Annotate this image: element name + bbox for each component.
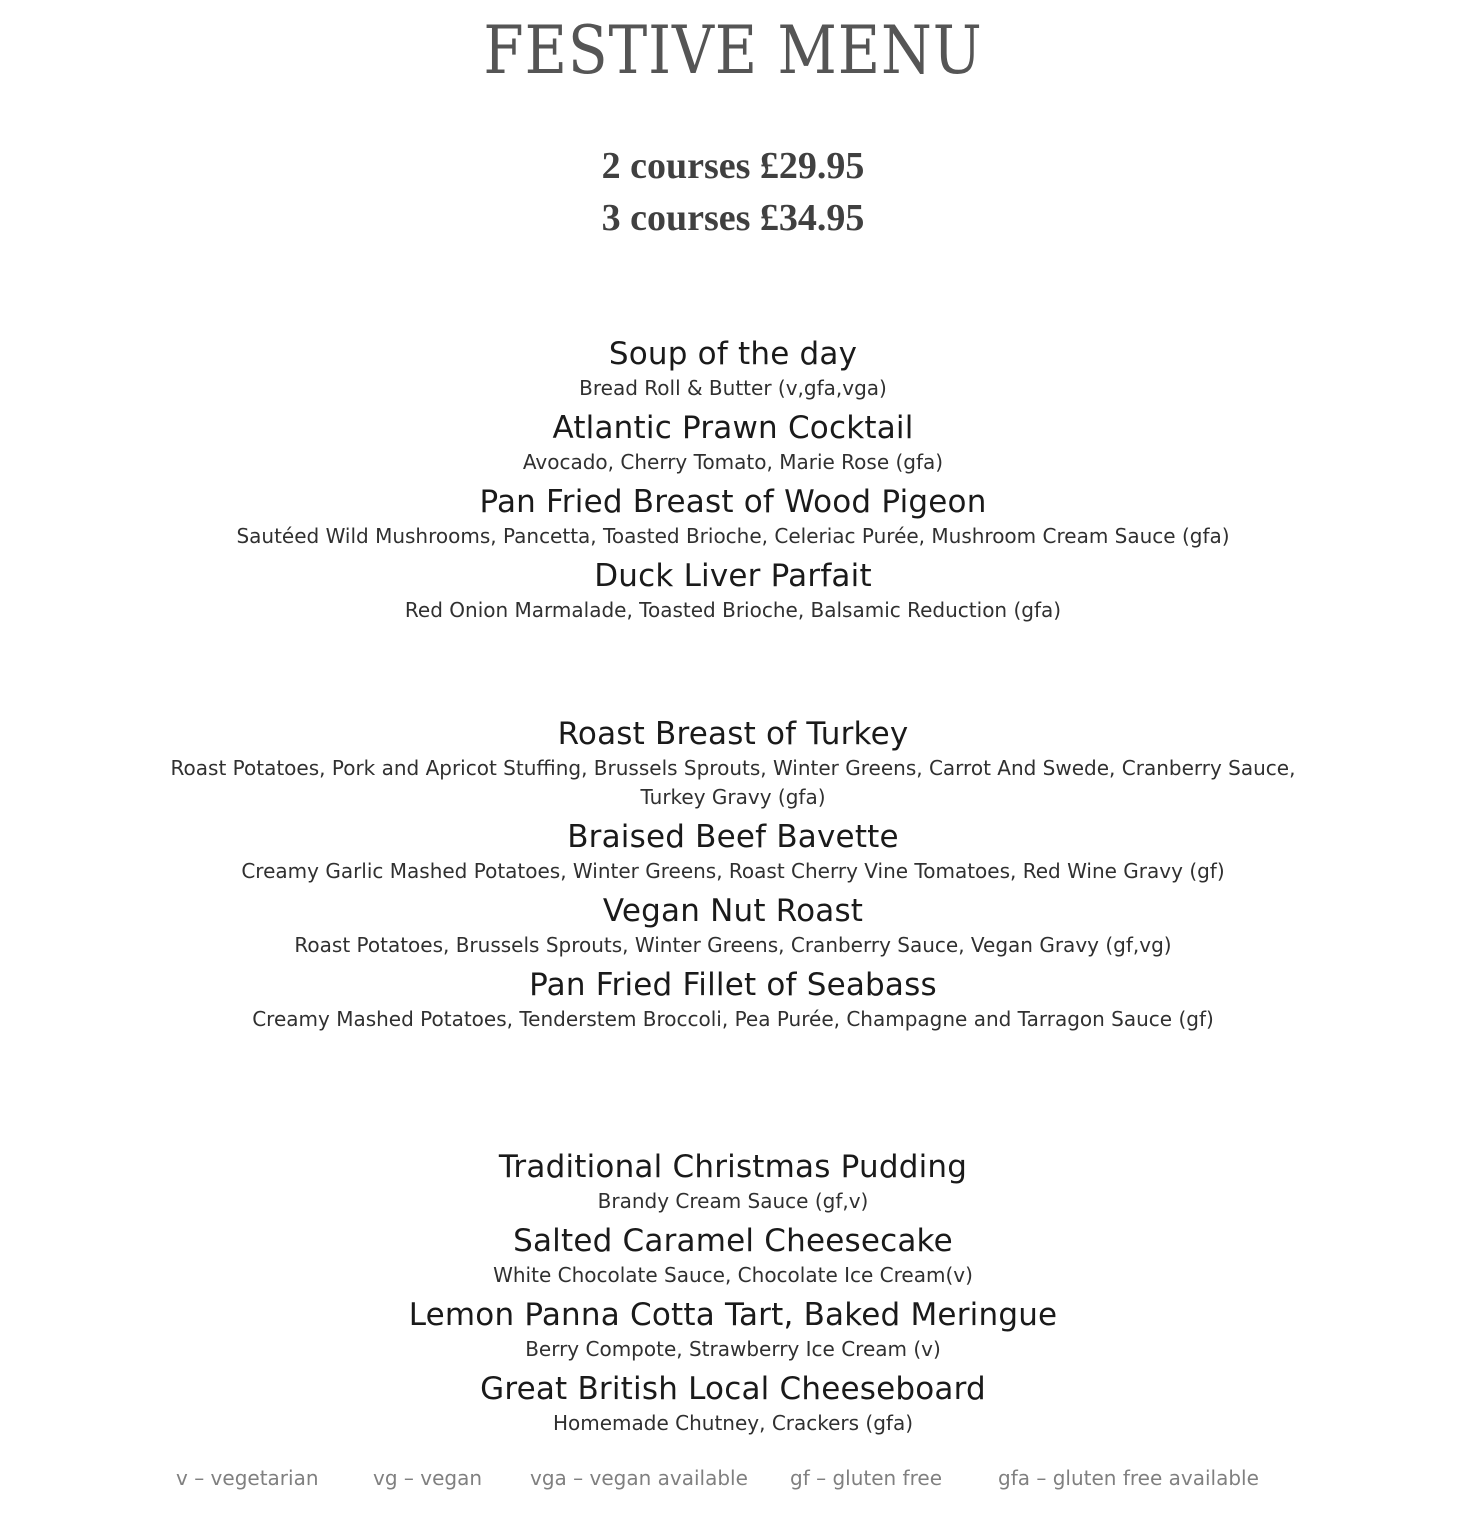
dish-name: Duck Liver Parfait xyxy=(594,558,872,594)
dish-name: Braised Beef Bavette xyxy=(567,819,899,855)
dish-description: Roast Potatoes, Pork and Apricot Stuffing, Brussels Sprouts, Winter Greens, Carrot And Swede, Cranberry Sauce, Turkey Gravy (gfa) xyxy=(170,756,1296,809)
legend-vegetarian: v – vegetarian xyxy=(176,1466,319,1490)
dish-name: Vegan Nut Roast xyxy=(602,893,864,929)
dish-description: Berry Compote, Strawberry Ice Cream (v) xyxy=(525,1337,941,1361)
price-block xyxy=(0,140,1466,244)
dish-description: Sautéed Wild Mushrooms, Pancetta, Toasted Brioche, Celeriac Purée, Mushroom Cream Sauce (gfa) xyxy=(236,524,1230,548)
three-course-price: 3 courses £34.95 xyxy=(601,197,865,239)
dish-description: Brandy Cream Sauce (gf,v) xyxy=(597,1189,869,1213)
dish-name: Soup of the day xyxy=(608,336,858,372)
dish-description: Creamy Mashed Potatoes, Tenderstem Broccoli, Pea Purée, Champagne and Tarragon Sauce (gf) xyxy=(252,1007,1214,1031)
dish-description: Red Onion Marmalade, Toasted Brioche, Balsamic Reduction (gfa) xyxy=(404,598,1062,622)
two-course-price: 2 courses £29.95 xyxy=(601,145,865,187)
dish-name: Lemon Panna Cotta Tart, Baked Meringue xyxy=(408,1297,1058,1333)
dish-name: Salted Caramel Cheesecake xyxy=(513,1223,953,1259)
dish-name: Pan Fried Fillet of Seabass xyxy=(529,967,937,1003)
legend-vegan: vg – vegan xyxy=(373,1466,483,1490)
dish-name: Great British Local Cheeseboard xyxy=(480,1371,986,1407)
desserts-section xyxy=(150,1147,1316,1443)
legend-gluten-free-available: gfa – gluten free available xyxy=(998,1466,1259,1490)
dish-description: Bread Roll & Butter (v,gfa,vga) xyxy=(579,376,887,400)
dish-description: Roast Potatoes, Brussels Sprouts, Winter Greens, Cranberry Sauce, Vegan Gravy (gf,vg) xyxy=(294,933,1172,957)
legend-vegan-available: vga – vegan available xyxy=(530,1466,748,1490)
dish-description: White Chocolate Sauce, Chocolate Ice Cream(v) xyxy=(493,1263,973,1287)
dish-name: Atlantic Prawn Cocktail xyxy=(552,410,914,446)
starters-section xyxy=(150,334,1316,630)
legend-gluten-free: gf – gluten free xyxy=(790,1466,942,1490)
dish-description: Homemade Chutney, Crackers (gfa) xyxy=(552,1411,914,1435)
dish-name: Traditional Christmas Pudding xyxy=(498,1149,968,1185)
dish-name: Pan Fried Breast of Wood Pigeon xyxy=(479,484,987,520)
menu-title: FESTIVE MENU xyxy=(483,12,983,89)
dish-name: Roast Breast of Turkey xyxy=(557,716,909,752)
mains-section xyxy=(150,714,1316,1039)
dish-description: Creamy Garlic Mashed Potatoes, Winter Greens, Roast Cherry Vine Tomatoes, Red Wine Gravy (gf) xyxy=(241,859,1225,883)
dish-description: Avocado, Cherry Tomato, Marie Rose (gfa) xyxy=(522,450,944,474)
dietary-legend xyxy=(0,1466,1466,1496)
